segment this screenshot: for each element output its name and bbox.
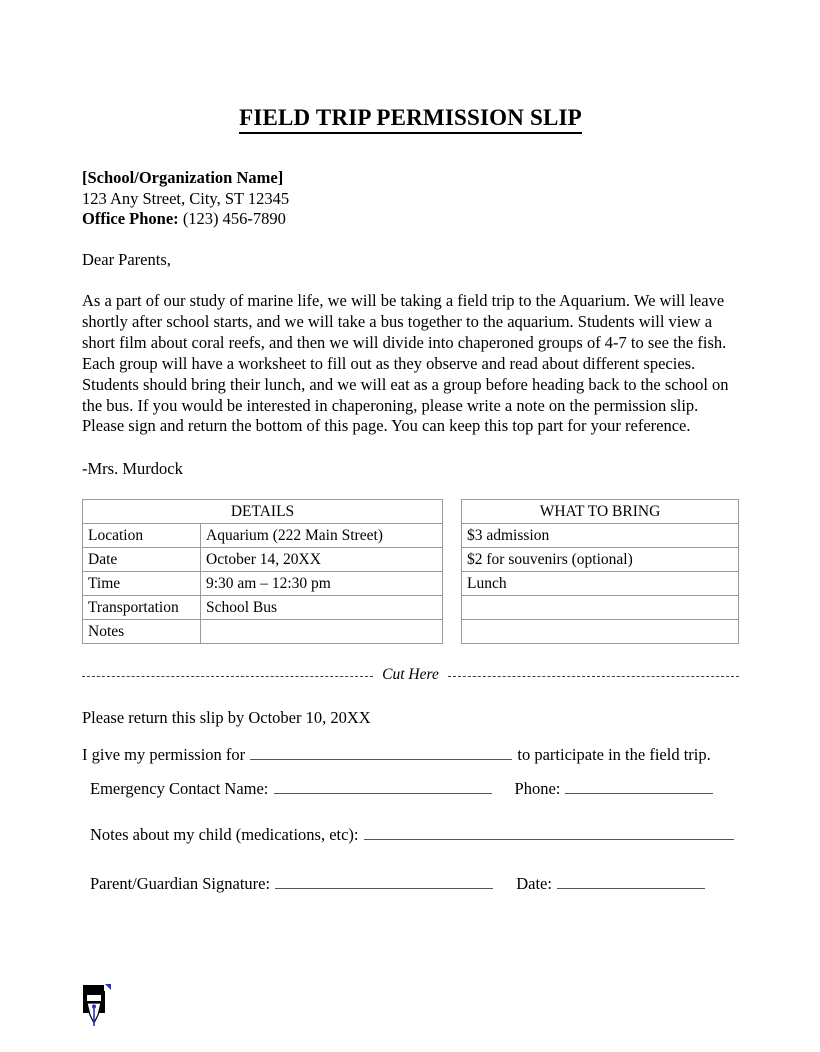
child-notes-label: Notes about my child (medications, etc): <box>90 825 359 844</box>
permission-prefix: I give my permission for <box>82 745 246 764</box>
organization-phone-row <box>82 209 289 230</box>
cut-here-divider <box>82 666 739 686</box>
table-row <box>462 524 739 548</box>
details-value-notes <box>201 620 443 644</box>
what-to-bring-table <box>461 499 739 644</box>
details-label-time: Time <box>83 572 201 596</box>
permission-statement-row <box>82 744 732 765</box>
organization-name: [School/Organization Name] <box>82 168 284 187</box>
child-notes-row <box>90 824 739 845</box>
table-row <box>83 524 443 548</box>
signoff: -Mrs. Murdock <box>82 459 183 478</box>
office-phone-label: Office Phone: <box>82 209 179 228</box>
table-row <box>83 620 443 644</box>
emergency-contact-row <box>90 778 739 799</box>
details-value-location: Aquarium (222 Main Street) <box>201 524 443 548</box>
phone-field[interactable] <box>565 778 713 794</box>
child-notes-field[interactable] <box>364 824 734 840</box>
return-by-text: Please return this slip by October 10, 20XX <box>82 708 371 727</box>
body-paragraph: As a part of our study of marine life, we will be taking a field trip to the Aquarium. We will leave shortly after school starts, and we will take a bus together to the aquarium. Students will view a short film about coral reefs, and then we will divide into chaperoned groups of 4-7 to see the fish. Each group will have a worksheet to fill out as they observe and read about different species. Students should bring their lunch, and we will eat as a group before heading back to the school on the bus. If you would be interested in chaperoning, please write a note on the permission slip. Please sign and return the bottom of this page. You can keep this top part for your reference. <box>82 291 729 436</box>
bring-item-2: $2 for souvenirs (optional) <box>462 548 739 572</box>
page-title-text: FIELD TRIP PERMISSION SLIP <box>239 105 582 134</box>
details-label-location: Location <box>83 524 201 548</box>
signature-field[interactable] <box>275 873 493 889</box>
bring-item-1: $3 admission <box>462 524 739 548</box>
table-row <box>462 596 739 620</box>
emergency-contact-label: Emergency Contact Name: <box>90 779 269 798</box>
cut-here-label: Cut Here <box>382 666 439 684</box>
bring-item-4 <box>462 596 739 620</box>
details-table <box>82 499 443 644</box>
letterhead-block <box>82 168 289 230</box>
cut-dash-left <box>82 676 373 677</box>
permission-suffix: to participate in the field trip. <box>517 745 711 764</box>
details-value-date: October 14, 20XX <box>201 548 443 572</box>
table-row <box>462 572 739 596</box>
organization-address: 123 Any Street, City, ST 12345 <box>82 188 290 208</box>
phone-label: Phone: <box>514 779 561 798</box>
office-phone-value: (123) 456-7890 <box>182 209 286 228</box>
fountain-pen-nib-logo <box>80 981 114 1027</box>
date-field[interactable] <box>557 873 705 889</box>
cut-dash-right <box>448 676 739 677</box>
signature-row <box>90 873 739 894</box>
table-header-row <box>462 500 739 524</box>
table-row <box>83 548 443 572</box>
details-table-header: DETAILS <box>83 500 443 524</box>
details-label-notes: Notes <box>83 620 201 644</box>
table-row <box>462 548 739 572</box>
details-label-date: Date <box>83 548 201 572</box>
table-row <box>462 620 739 644</box>
page-title <box>82 105 739 131</box>
table-row <box>83 596 443 620</box>
table-header-row <box>83 500 443 524</box>
details-value-transportation: School Bus <box>201 596 443 620</box>
salutation: Dear Parents, <box>82 250 171 269</box>
student-name-field[interactable] <box>250 744 512 760</box>
details-label-transportation: Transportation <box>83 596 201 620</box>
table-row <box>83 572 443 596</box>
bring-item-5 <box>462 620 739 644</box>
emergency-contact-field[interactable] <box>274 778 492 794</box>
date-label: Date: <box>516 874 552 893</box>
details-value-time: 9:30 am – 12:30 pm <box>201 572 443 596</box>
signature-label: Parent/Guardian Signature: <box>90 874 271 893</box>
bring-item-3: Lunch <box>462 572 739 596</box>
bring-table-header: WHAT TO BRING <box>462 500 739 524</box>
